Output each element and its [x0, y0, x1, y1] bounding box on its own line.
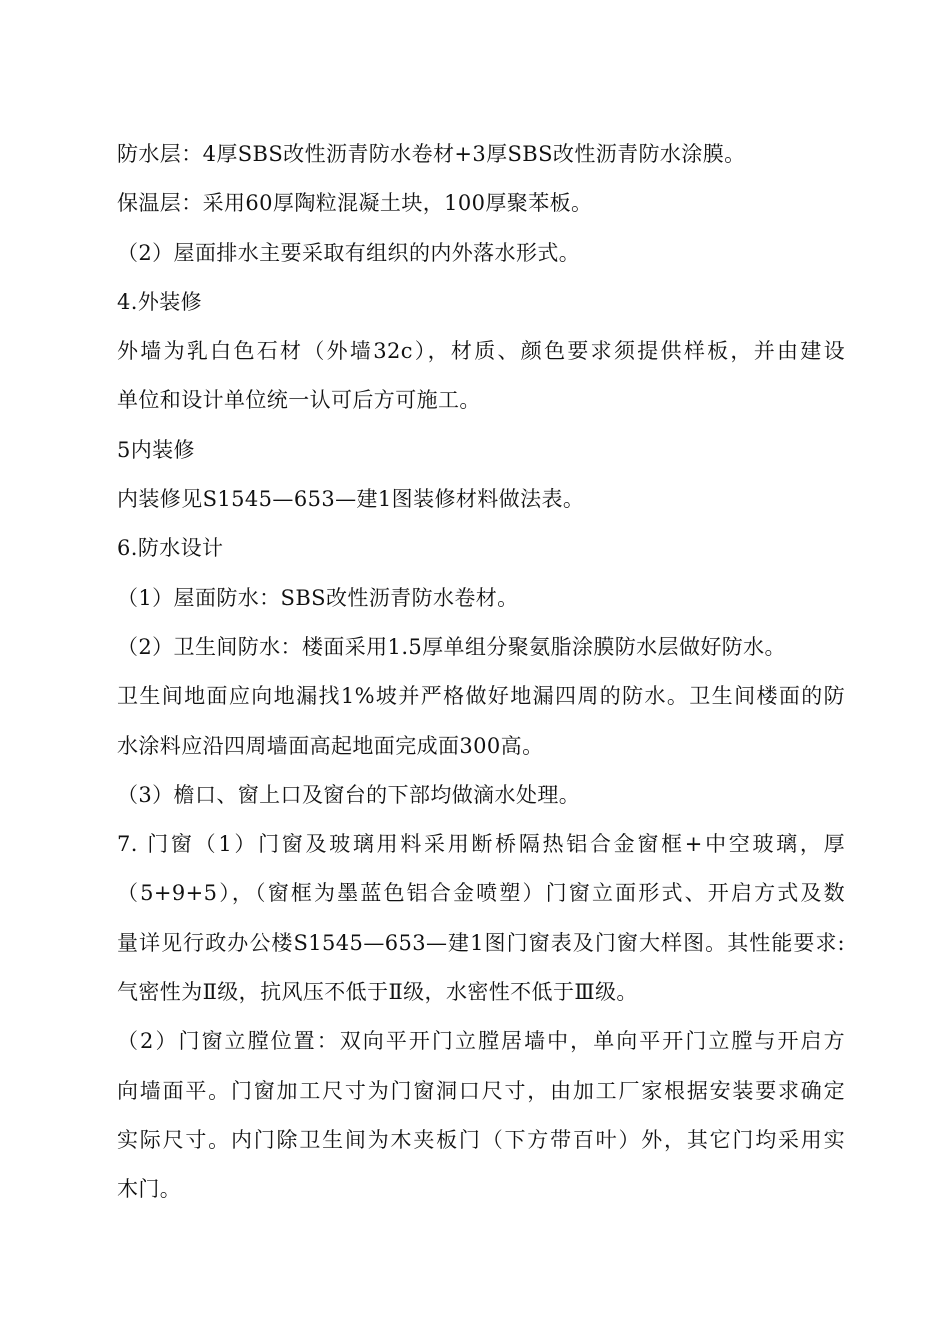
text-line: 保温层：采用60厚陶粒混凝土块，100厚聚苯板。 — [117, 191, 593, 216]
text-line: 气密性为Ⅱ级，抗风压不低于Ⅱ级，水密性不低于Ⅲ级。 — [117, 980, 638, 1005]
text-line: 水涂料应沿四周墙面高起地面完成面300高。 — [117, 733, 544, 758]
text-line: 外墙为乳白色石材（外墙32c），材质、颜色要求须提供样板，并由建设 — [117, 339, 845, 364]
text-line: （1）屋面防水：SBS改性沥青防水卷材。 — [117, 585, 519, 610]
text-line: （2）门窗立膛位置：双向平开门立膛居墙中，单向平开门立膛与开启方 — [117, 1029, 845, 1054]
text-line: 卫生间地面应向地漏找1%坡并严格做好地漏四周的防水。卫生间楼面的防 — [117, 684, 845, 709]
text-line: 单位和设计单位统一认可后方可施工。 — [117, 388, 481, 413]
text-line: 实际尺寸。内门除卫生间为木夹板门（下方带百叶）外，其它门均采用实 — [117, 1127, 845, 1152]
text-line: （3）檐口、窗上口及窗台的下部均做滴水处理。 — [117, 782, 581, 807]
text-line: 防水层：4厚SBS改性沥青防水卷材+3厚SBS改性沥青防水涂膜。 — [117, 142, 746, 166]
text-line: （5+9+5），（窗框为墨蓝色铝合金喷塑）门窗立面形式、开启方式及数 — [117, 881, 845, 906]
text-line: 木门。 — [117, 1177, 182, 1202]
text-line: 4.外装修 — [117, 289, 203, 314]
text-line: 量详见行政办公楼S1545—653—建1图门窗表及门窗大样图。其性能要求: — [117, 930, 845, 955]
text-line: （2）屋面排水主要采取有组织的内外落水形式。 — [117, 240, 581, 265]
text-line: 7. 门窗（1）门窗及玻璃用料采用断桥隔热铝合金窗框+中空玻璃，厚 — [117, 832, 845, 857]
text-line: 向墙面平。门窗加工尺寸为门窗洞口尺寸，由加工厂家根据安装要求确定 — [117, 1078, 845, 1103]
document-body — [117, 130, 845, 1215]
text-line: 6.防水设计 — [117, 536, 224, 561]
text-line: 内装修见S1545—653—建1图装修材料做法表。 — [117, 487, 585, 512]
text-line: 5内装修 — [117, 437, 195, 462]
text-line: （2）卫生间防水：楼面采用1.5厚单组分聚氨脂涂膜防水层做好防水。 — [117, 634, 786, 659]
